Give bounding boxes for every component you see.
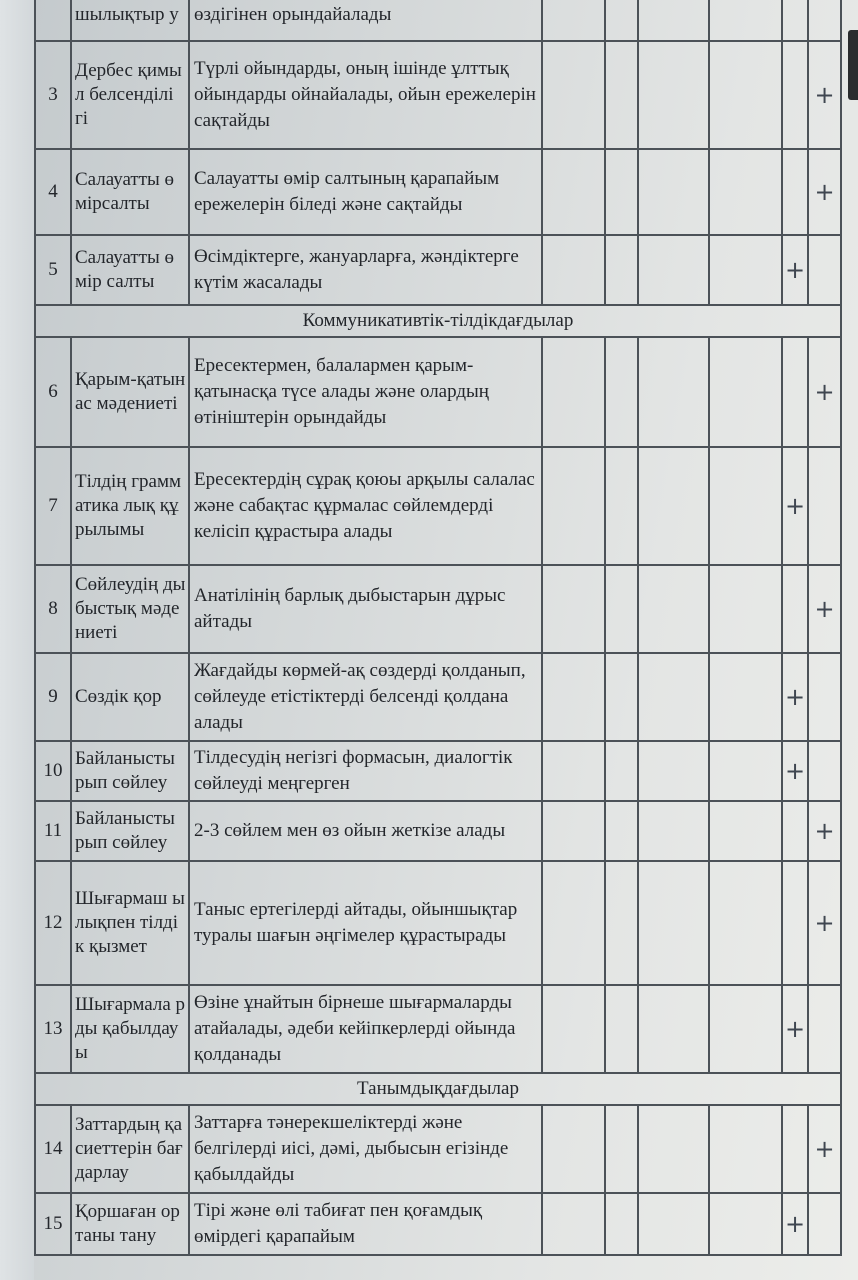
table-row: [35, 235, 841, 305]
row-number: 12: [35, 861, 71, 985]
mark-plus: +: [782, 653, 808, 741]
skill-area: Тілдің грамматика лық құрылымы: [71, 447, 189, 565]
skill-description: Түрлі ойындарды, оның ішінде ұлттық ойындарды ойнайалады, ойын ережелерін сақтайды: [189, 41, 542, 149]
mark-cell: [782, 0, 808, 41]
mark-cell: [542, 1193, 605, 1255]
mark-cell: [638, 447, 709, 565]
table-row: [35, 337, 841, 447]
mark-cell: [605, 653, 638, 741]
mark-cell: [709, 1105, 782, 1193]
mark-cell: [542, 653, 605, 741]
mark-cell: [709, 0, 782, 41]
table-row: [35, 801, 841, 861]
skill-description: Тірі және өлі табиғат пен қоғамдық өмірдегі қарапайым: [189, 1193, 542, 1255]
skill-description: Заттарға тәнерекшеліктерді және белгілерді иісі, дәмі, дыбысын егізінде қабылдайды: [189, 1105, 542, 1193]
mark-cell: [808, 741, 841, 801]
mark-cell: [542, 447, 605, 565]
section-title: Танымдықдағдылар: [35, 1073, 841, 1105]
mark-cell: [605, 337, 638, 447]
mark-cell: [605, 861, 638, 985]
mark-cell: [542, 985, 605, 1073]
table-row: [35, 1105, 841, 1193]
skill-description: Тілдесудің негізгі формасын, диалогтік сөйлеуді меңгерген: [189, 741, 542, 801]
mark-cell: [542, 337, 605, 447]
mark-plus: +: [808, 41, 841, 149]
mark-cell: [638, 0, 709, 41]
mark-cell: [709, 447, 782, 565]
skill-area: Сөйлеудің дыбыстық мәдениеті: [71, 565, 189, 653]
mark-cell: [709, 653, 782, 741]
skill-area: Дербес қимыл белсенділі гі: [71, 41, 189, 149]
skill-area: Шығармала рды қабылдауы: [71, 985, 189, 1073]
skill-description: Салауатты өмір салтының қарапайым ережелерін біледі және сақтайды: [189, 149, 542, 235]
skill-area: Байланысты рып сөйлеу: [71, 741, 189, 801]
row-number: 11: [35, 801, 71, 861]
mark-cell: [782, 861, 808, 985]
mark-cell: [638, 565, 709, 653]
row-number: 4: [35, 149, 71, 235]
skill-description: өздігінен орындайалады: [189, 0, 542, 41]
mark-cell: [782, 149, 808, 235]
mark-cell: [808, 235, 841, 305]
section-row: [35, 1073, 841, 1105]
mark-cell: [782, 801, 808, 861]
mark-plus: +: [808, 801, 841, 861]
row-number: 7: [35, 447, 71, 565]
mark-cell: [542, 1105, 605, 1193]
assessment-table: [34, 0, 842, 1256]
row-number: 13: [35, 985, 71, 1073]
section-title: Коммуникативтік-тілдікдағдылар: [35, 305, 841, 337]
skill-description: Анатілінің барлық дыбыстарын дұрыс айтады: [189, 565, 542, 653]
mark-cell: [638, 985, 709, 1073]
mark-cell: [542, 41, 605, 149]
mark-cell: [638, 149, 709, 235]
mark-cell: [782, 1105, 808, 1193]
mark-cell: [605, 1105, 638, 1193]
mark-cell: [605, 447, 638, 565]
mark-cell: [709, 149, 782, 235]
skill-description: Жағдайды көрмей-ақ сөздерді қолданып, сөйлеуде етістіктерді белсенді қолдана алады: [189, 653, 542, 741]
table-row: [35, 741, 841, 801]
mark-cell: [605, 565, 638, 653]
skill-area: Салауатты өмірсалты: [71, 149, 189, 235]
mark-cell: [605, 149, 638, 235]
mark-cell: [542, 0, 605, 41]
mark-cell: [709, 861, 782, 985]
table-row: [35, 653, 841, 741]
mark-plus: +: [782, 741, 808, 801]
mark-cell: [709, 741, 782, 801]
mark-cell: [638, 801, 709, 861]
mark-plus: +: [782, 235, 808, 305]
row-number: 5: [35, 235, 71, 305]
skill-description: Таныс ертегілерді айтады, ойыншықтар туралы шағын әңгімелер құрастырады: [189, 861, 542, 985]
mark-cell: [808, 985, 841, 1073]
mark-cell: [542, 741, 605, 801]
row-number: 6: [35, 337, 71, 447]
mark-cell: [709, 565, 782, 653]
mark-cell: [542, 149, 605, 235]
row-number: 15: [35, 1193, 71, 1255]
row-number: 3: [35, 41, 71, 149]
row-number: 9: [35, 653, 71, 741]
skill-description: 2-3 сөйлем мен өз ойын жеткізе алады: [189, 801, 542, 861]
mark-cell: [605, 0, 638, 41]
mark-cell: [542, 235, 605, 305]
table-row: [35, 985, 841, 1073]
mark-cell: [782, 337, 808, 447]
mark-cell: [605, 801, 638, 861]
mark-cell: [638, 653, 709, 741]
table-row: [35, 0, 841, 41]
mark-cell: [782, 41, 808, 149]
mark-cell: [605, 985, 638, 1073]
table-row: [35, 41, 841, 149]
table-row: [35, 861, 841, 985]
mark-cell: [542, 565, 605, 653]
skill-description: Ересектердің сұрақ қоюы арқылы салалас және сабақтас құрмалас сөйлемдерді келісіп құрастыра алады: [189, 447, 542, 565]
mark-cell: [808, 0, 841, 41]
table-body: [35, 0, 841, 1255]
mark-plus: +: [808, 337, 841, 447]
mark-cell: [638, 1193, 709, 1255]
skill-area: Сөздік қор: [71, 653, 189, 741]
mark-cell: [808, 1193, 841, 1255]
table-row: [35, 447, 841, 565]
mark-cell: [638, 41, 709, 149]
skill-area: шылықтыр у: [71, 0, 189, 41]
binder-edge: [848, 30, 858, 100]
mark-cell: [605, 235, 638, 305]
row-number: 14: [35, 1105, 71, 1193]
mark-cell: [709, 41, 782, 149]
skill-area: Салауатты өмір салты: [71, 235, 189, 305]
mark-cell: [709, 337, 782, 447]
row-number: 10: [35, 741, 71, 801]
row-number: [35, 0, 71, 41]
mark-cell: [638, 337, 709, 447]
mark-cell: [638, 1105, 709, 1193]
skill-area: Заттардың қасиеттерін бағдарлау: [71, 1105, 189, 1193]
mark-cell: [605, 41, 638, 149]
mark-plus: +: [782, 985, 808, 1073]
mark-cell: [605, 1193, 638, 1255]
mark-plus: +: [808, 861, 841, 985]
mark-cell: [638, 861, 709, 985]
mark-cell: [542, 801, 605, 861]
mark-cell: [709, 1193, 782, 1255]
table-row: [35, 565, 841, 653]
skill-area: Қарым-қатынас мәдениеті: [71, 337, 189, 447]
table-row: [35, 1193, 841, 1255]
skill-description: Ересектермен, балалармен қарым-қатынасқа түсе алады және олардың өтініштерін орындайды: [189, 337, 542, 447]
mark-plus: +: [808, 1105, 841, 1193]
page-margin: [0, 0, 34, 1280]
skill-area: Байланысты рып сөйлеу: [71, 801, 189, 861]
mark-cell: [709, 801, 782, 861]
mark-cell: [638, 741, 709, 801]
section-row: [35, 305, 841, 337]
mark-plus: +: [808, 565, 841, 653]
skill-description: Өзіне ұнайтын бірнеше шығармаларды атайалады, әдеби кейіпкерлерді ойында қолданады: [189, 985, 542, 1073]
mark-cell: [808, 447, 841, 565]
mark-plus: +: [782, 1193, 808, 1255]
mark-plus: +: [808, 149, 841, 235]
skill-description: Өсімдіктерге, жануарларға, жәндіктерге күтім жасалады: [189, 235, 542, 305]
skill-area: Шығармаш ылықпен тілдік қызмет: [71, 861, 189, 985]
row-number: 8: [35, 565, 71, 653]
mark-cell: [605, 741, 638, 801]
mark-cell: [808, 653, 841, 741]
mark-cell: [638, 235, 709, 305]
mark-cell: [709, 985, 782, 1073]
skill-area: Қоршаған ортаны тану: [71, 1193, 189, 1255]
mark-cell: [542, 861, 605, 985]
mark-plus: +: [782, 447, 808, 565]
mark-cell: [782, 565, 808, 653]
table-row: [35, 149, 841, 235]
mark-cell: [709, 235, 782, 305]
